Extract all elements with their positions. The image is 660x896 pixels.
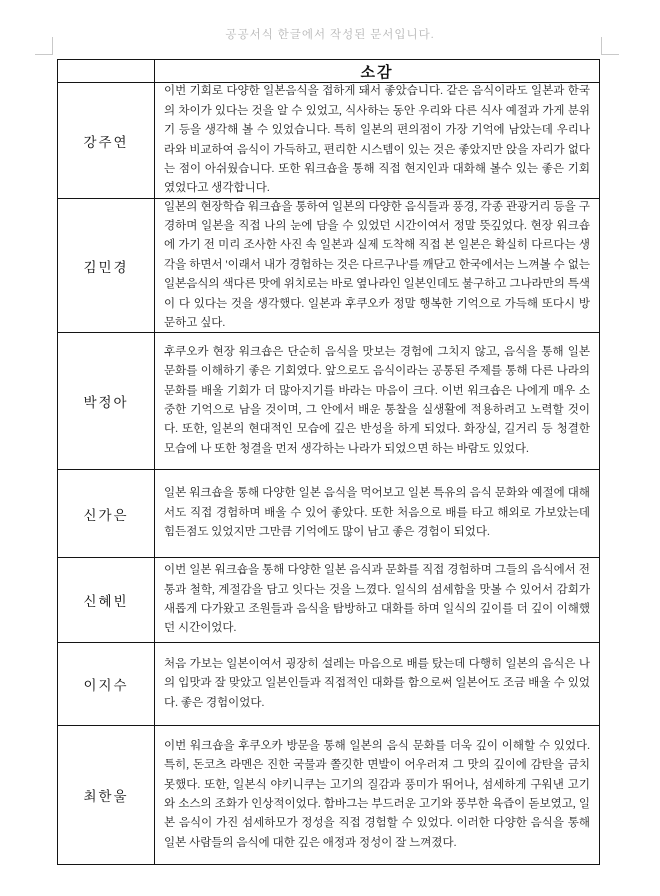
reviewer-name: 최한울 [83, 789, 129, 804]
comment-cell [155, 83, 599, 198]
reviewer-name-cell [58, 558, 155, 642]
table-row [58, 82, 599, 198]
reviewer-name: 김민경 [83, 259, 129, 275]
table-title: 소감 [360, 64, 394, 81]
reviewer-name-cell [58, 470, 155, 557]
reviewer-name: 신가은 [83, 507, 129, 523]
table-row [58, 725, 599, 864]
comment-cell [155, 470, 599, 557]
comment-text: 이번 일본 워크숍을 통해 다양한 일본 음식과 문화를 직접 경험하며 그들의 음식에서 전통과 철학, 계절감을 담고 잇다는 것을 느꼈다. 일식의 섬세함을 맛볼 수 있어서 감회가 새롭게 다가왔고 조원들과 음식을 탐방하고 대화를 하며 일식의 깊이를 더 깊이 이해했던 시간이었다. [164, 564, 590, 635]
reviewer-name: 이지수 [83, 678, 129, 693]
header-title-cell [155, 60, 599, 82]
reviewer-name: 신혜빈 [83, 594, 129, 609]
table-header-row [58, 60, 599, 82]
comments-table [57, 59, 600, 865]
page-corner-mark-left [35, 37, 53, 55]
reviewer-name: 박정아 [83, 395, 129, 410]
table-row [58, 332, 599, 469]
comment-text: 일본 워크숍을 통해 다양한 일본 음식을 먹어보고 일본 특유의 음식 문화와 예절에 대해서도 직접 경험하며 배울 수 있어 좋았다. 또한 처음으로 배를 타고 해외로 가보았는데 힘든점도 있었지만 그만큼 기억에도 많이 남고 좋은 경험이 되었다. [164, 487, 590, 539]
comment-cell [155, 643, 599, 725]
comment-cell [155, 199, 599, 332]
table-row [58, 469, 599, 557]
reviewer-name-cell [58, 199, 155, 332]
header-name-cell [58, 60, 155, 82]
comment-text: 이번 기회로 다양한 일본음식을 접하게 돼서 좋았습니다. 같은 음식이라도 일본과 한국의 차이가 있다는 것을 알 수 있었고, 식사하는 동안 우리와 다른 식사 예절과 가게 분위기 등을 생각해 볼 수 있었습니다. 특히 일본의 편의점이 가장 기억에 남았는데 우리나라와 비교하여 음식이 가득하고, 편리한 시스템이 있는 것은 좋았지만 앉을 자리가 없다는 점이 아쉬웠습니다. 또한 워크숍을 통해 직접 현지인과 대화해 볼수 있는 좋은 기회였었다고 생각합니다. [164, 85, 590, 195]
comment-cell [155, 726, 599, 864]
table-row [58, 198, 599, 332]
reviewer-name-cell [58, 83, 155, 198]
table-row [58, 557, 599, 642]
reviewer-name-cell [58, 726, 155, 864]
table-row [58, 642, 599, 725]
page-corner-mark-right [601, 37, 619, 55]
document-notice: 공공서식 한글에서 작성된 문서입니다. [225, 29, 435, 41]
reviewer-name-cell [58, 333, 155, 469]
reviewer-name: 강주연 [83, 134, 129, 150]
comment-text: 후쿠오카 현장 워크숍은 단순히 음식을 맛보는 경험에 그치지 않고, 음식을 통해 일본 문화를 이해하기 좋은 기회였다. 앞으로도 음식이라는 공통된 주제를 통해 다른 나라의 문화를 배울 기회가 더 많아지기를 바라는 마음이 크다. 이번 워크숍은 나에게 매우 소중한 기억으로 남을 것이며, 그 안에서 배운 통찰을 실생활에 적용하려고 노력할 것이다. 또한, 일본의 현대적인 모습에 깊은 반성을 하게 되었다. 화장실, 길거리 등 청결한 모습에 나 또한 청결을 먼저 생각하는 나라가 되었으면 하는 바람도 있었다. [164, 345, 590, 455]
comment-cell [155, 333, 599, 469]
comment-text: 이번 워크숍을 후쿠오카 방문을 통해 일본의 음식 문화를 더욱 깊이 이해할 수 있었다. 특히, 돈코츠 라멘은 진한 국물과 쫄깃한 면발이 어우러져 그 맛의 깊이에 감탄을 금치 못했다. 또한, 일본식 야키니쿠는 고기의 질감과 풍미가 뛰어나, 섬세하게 구워낸 고기와 소스의 조화가 인상적이었다. 함바그는 부드러운 고기와 풍부한 육즙이 돋보였고, 일본 음식이 가진 섬세하모가 정성을 직접 경험할 수 있었다. 이러한 다양한 음식을 통해 일본 사람들의 음식에 대한 깊은 애정과 정성이 잘 느껴졌다. [164, 739, 590, 849]
comment-text: 일본의 현장학습 워크숍을 통하여 일본의 다양한 음식들과 풍경, 각종 관광거리 등을 구경하며 일본을 직접 나의 눈에 담을 수 있었던 시간이여서 정말 뜻깊었다. 현장 워크숍에 가기 전 미리 조사한 사진 속 일본과 실제 도착해 직접 본 일본은 확실히 다르다는 생각을 하면서 '이래서 내가 경험하는 것은 다르구나'를 깨닫고 한국에서는 느껴볼 수 없는 일본음식의 색다른 맛에 위치로는 바로 옆나라인 일본인데도 불구하고 그나라만의 특색이 다 있다는 것을 생각했다. 일본과 후쿠오카 정말 행복한 기억으로 가득해 또다시 방문하고 싶다. [164, 200, 590, 330]
comment-cell [155, 558, 599, 642]
reviewer-name-cell [58, 643, 155, 725]
comment-text: 처음 가보는 일본이여서 굉장히 설레는 마음으로 배를 탔는데 다행히 일본의 음식은 나의 입맛과 잘 맞았고 일본인들과 직접적인 대화를 함으로써 일본어도 조금 배울 수 있었다. 좋은 경험이었다. [164, 657, 590, 709]
